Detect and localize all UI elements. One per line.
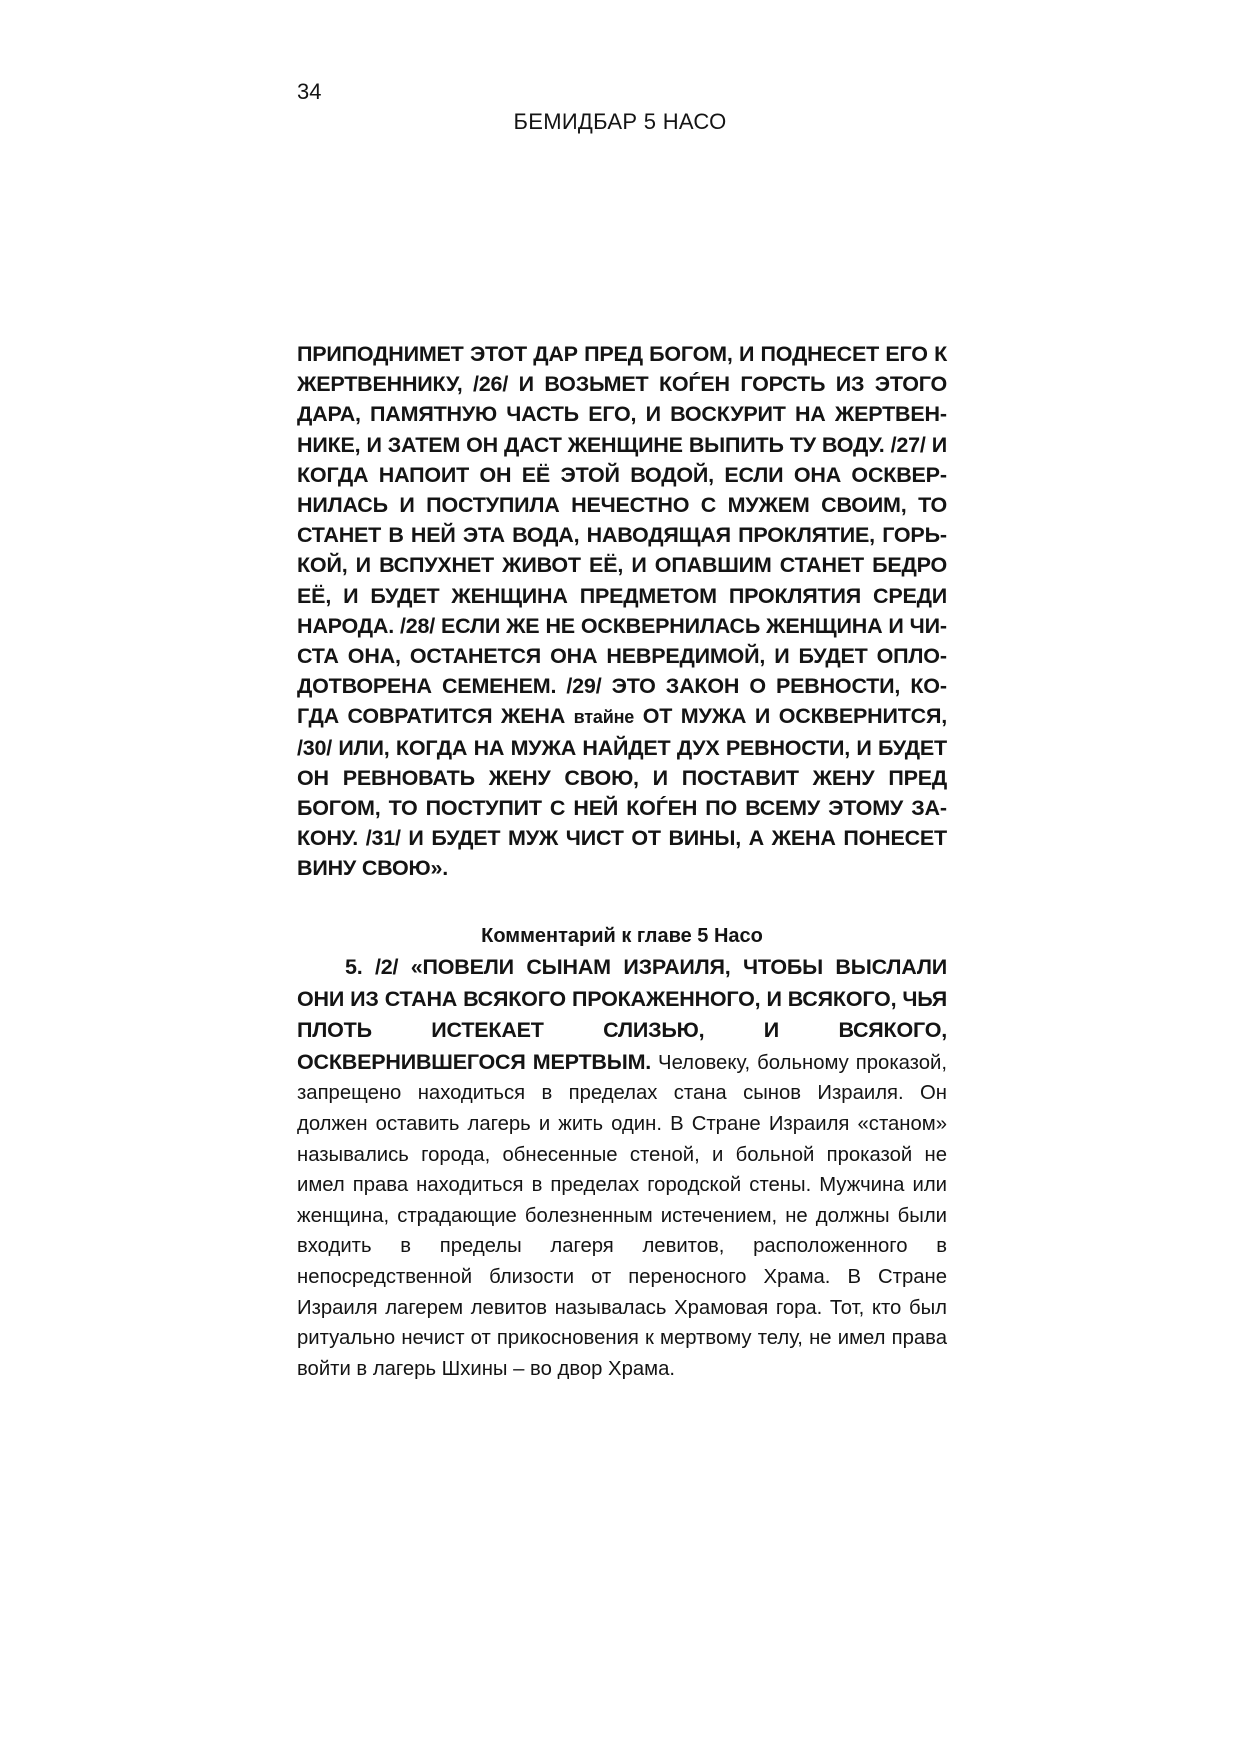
verse-block [297,339,947,884]
commentary-heading: Комментарий к главе 5 Насо [481,925,763,947]
commentary-body [297,952,947,1384]
commentary-cited-verse: 5. /2/ «ПОВЕЛИ СЫНАМ ИЗРАИЛЯ, ЧТОБЫ ВЫСЛАЛИ ОНИ ИЗ СТАНА ВСЯКОГО ПРОКАЖЕННОГО, И ВСЯКОГО, ЧЬЯ ПЛОТЬ ИСТЕКАЕТ СЛИЗЬЮ, И ВСЯКОГО, ОСКВЕРНИВШЕГОСЯ МЕРТВЫМ. [297,955,947,1074]
running-header: БЕМИДБАР 5 НАСО [513,109,727,134]
verse-small-word: втайне [573,707,635,728]
page-number: 34 [297,79,322,104]
verse-text-part2: ОТ МУЖА И ОСКВЕРНИТСЯ, /30/ ИЛИ, КОГДА НА МУЖА НАЙДЕТ ДУХ РЕВНОСТИ, И БУДЕТ ОН РЕВНОВАТЬ ЖЕНУ СВОЮ, И ПОСТАВИТ ЖЕНУ ПРЕД БОГОМ, ТО ПОСТУПИТ С НЕЙ КОЃЕН ПО ВСЕМУ ЭТОМУ ЗАКОНУ. /31/ И БУДЕТ МУЖ ЧИСТ ОТ ВИНЫ, А ЖЕНА ПОНЕСЕТ ВИНУ СВОЮ». [297,704,948,881]
verse-text-part1: ПРИПОДНИМЕТ ЭТОТ ДАР ПРЕД БОГОМ, И ПОДНЕСЕТ ЕГО К ЖЕРТВЕННИКУ, /26/ И ВОЗЬМЕТ КОЃЕН ГОРСТЬ ИЗ ЭТОГО ДАРА, ПАМЯТНУЮ ЧАСТЬ ЕГО, И ВОСКУРИТ НА ЖЕРТВЕННИКЕ, И ЗАТЕМ ОН ДАСТ ЖЕНЩИНЕ ВЫПИТЬ ТУ ВОДУ. /27/ И КОГДА НАПОИТ ОН ЕЁ ЭТОЙ ВОДОЙ, ЕСЛИ ОНА ОСКВЕРНИЛАСЬ И ПОСТУПИЛА НЕЧЕСТНО С МУЖЕМ СВОИМ, ТО СТАНЕТ В НЕЙ ЭТА ВОДА, НАВОДЯЩАЯ ПРОКЛЯТИЕ, ГОРЬКОЙ, И ВСПУХНЕТ ЖИВОТ ЕЁ, И ОПАВШИМ СТАНЕТ БЕДРО ЕЁ, И БУДЕТ ЖЕНЩИНА ПРЕДМЕТОМ ПРОКЛЯТИЯ СРЕДИ НАРОДА. /28/ ЕСЛИ ЖЕ НЕ ОСКВЕРНИЛАСЬ ЖЕНЩИНА И ЧИСТА ОНА, ОСТАНЕТСЯ ОНА НЕВРЕДИМОЙ, И БУДЕТ ОПЛОДОТВОРЕНА СЕМЕНЕМ. /29/ ЭТО ЗАКОН О РЕВНОСТИ, КОГДА СОВРАТИТСЯ ЖЕНА [297,342,947,729]
commentary-text: Человеку, больному проказой, запрещено находиться в пределах стана сынов Израиля. Он должен оставить лагерь и жить один. В Стране Израиля «станом» назывались города, обнесенные стеной, и больной проказой не имел права находиться в пределах городской стены. Мужчина или женщина, страдающие болезненным истечением, не должны были входить в пределы лагеря левитов, расположенного в непосредственной близости от переносного Храма. В Стране Израиля лагерем левитов называлась Храмовая гора. Тот, кто был ритуально нечист от прикосновения к мертвому телу, не имел права войти в лагерь Шхины – во двор Храма. [297,1051,947,1380]
